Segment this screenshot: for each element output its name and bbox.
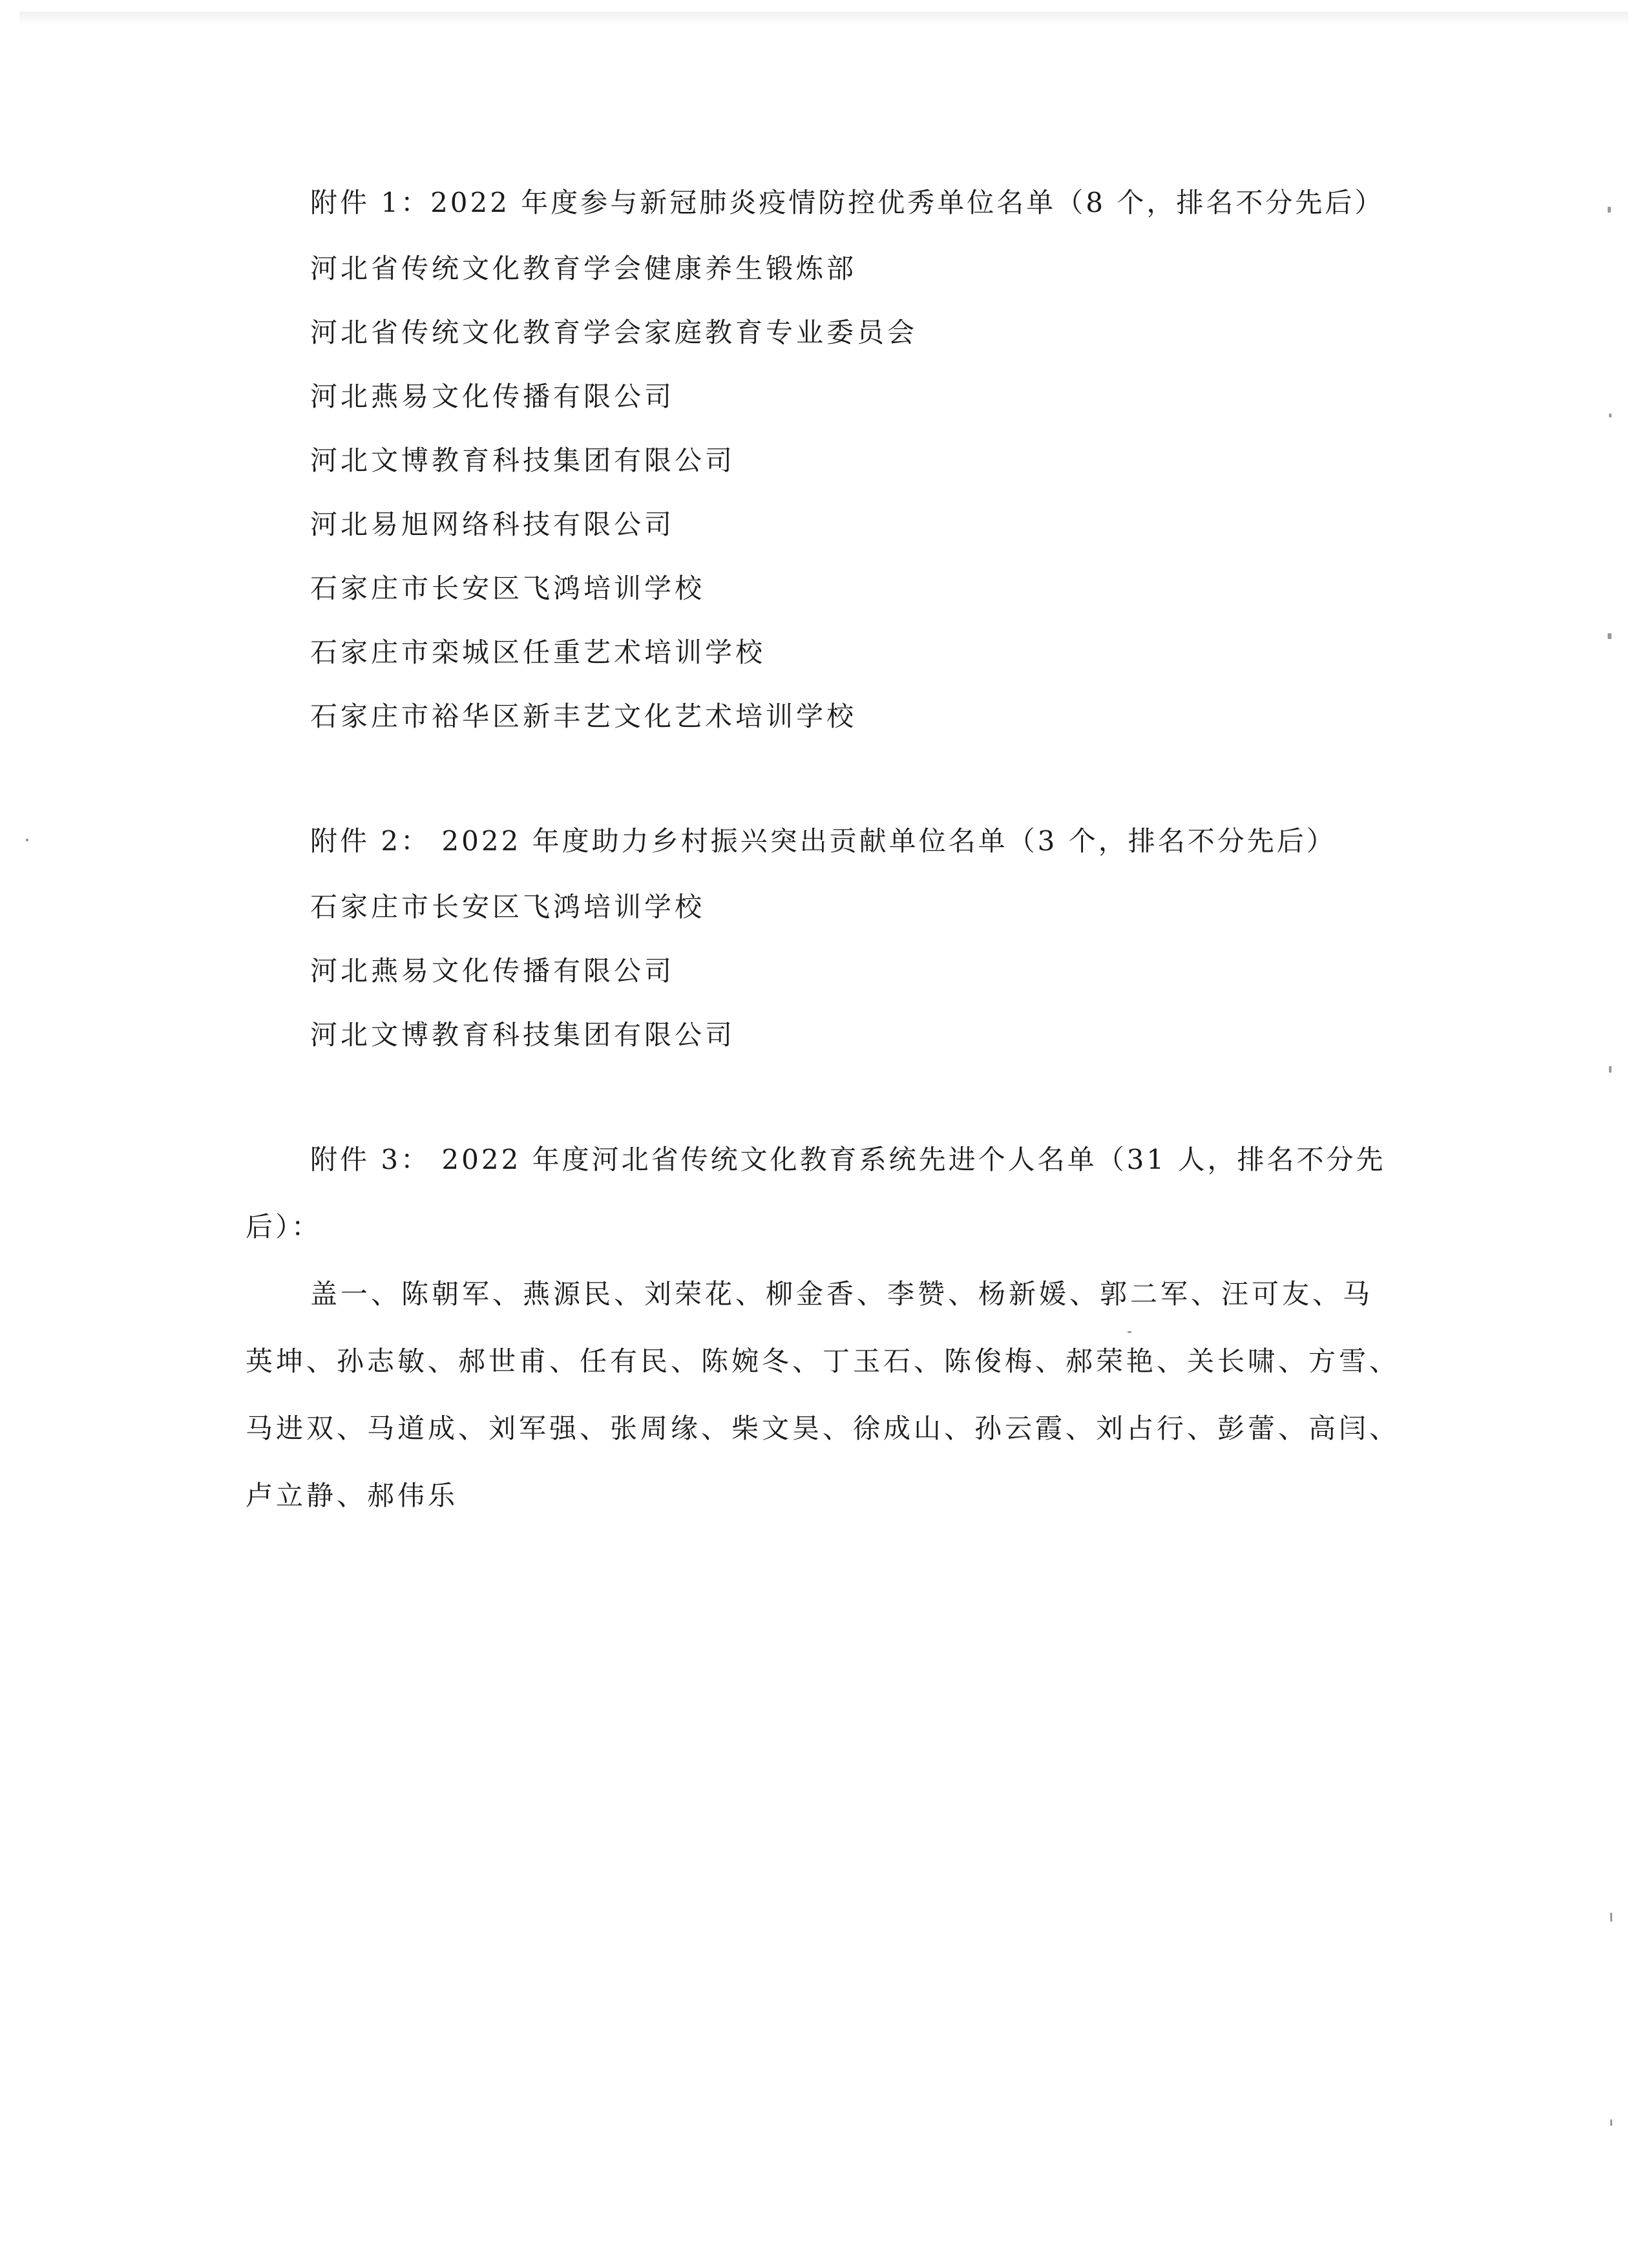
list-item: 河北文博教育科技集团有限公司 bbox=[310, 445, 736, 476]
list-item: 河北文博教育科技集团有限公司 bbox=[310, 1019, 736, 1051]
list-item: 河北燕易文化传播有限公司 bbox=[310, 381, 675, 412]
attachment-3-heading: 附件 3： 2022 年度河北省传统文化教育系统先进个人名单（31 人，排名不分先后）： bbox=[246, 1144, 1386, 1243]
list-item: 石家庄市长安区飞鸿培训学校 bbox=[310, 891, 706, 923]
section-spacer bbox=[246, 1067, 1402, 1126]
scan-speck bbox=[1608, 207, 1611, 213]
list-item: 石家庄市栾城区任重艺术培训学校 bbox=[310, 636, 766, 668]
attachment-2-list bbox=[246, 875, 1402, 1067]
scan-speck bbox=[1609, 1066, 1612, 1073]
attachment-3-section bbox=[246, 1126, 1402, 1529]
scan-speck bbox=[26, 839, 28, 841]
scan-speck bbox=[1610, 2119, 1612, 2126]
list-item: 河北易旭网络科技有限公司 bbox=[310, 509, 675, 540]
attachment-3-names: 盖一、陈朝军、燕源民、刘荣花、柳金香、李赞、杨新媛、郭二军、汪可友、马英坤、孙志敏、郝世甫、任有民、陈婉冬、丁玉石、陈俊梅、郝荣艳、关长啸、方雪、马进双、马道成、刘军强、张周缘、柴文昊、徐成山、孙云霞、刘占行、彭蕾、高闫、卢立静、郝伟乐 bbox=[246, 1278, 1400, 1511]
attachment-1-heading: 附件 1：2022 年度参与新冠肺炎疫情防控优秀单位名单（8 个，排名不分先后） bbox=[310, 187, 1385, 218]
scan-edge-shadow bbox=[19, 12, 1628, 26]
scan-speck bbox=[1128, 1331, 1131, 1333]
list-item: 河北燕易文化传播有限公司 bbox=[310, 955, 675, 987]
attachment-2-heading: 附件 2： 2022 年度助力乡村振兴突出贡献单位名单（3 个，排名不分先后） bbox=[310, 825, 1336, 857]
scan-speck bbox=[1608, 633, 1612, 639]
scan-speck bbox=[1609, 414, 1612, 417]
list-item: 石家庄市裕华区新丰艺文化艺术培训学校 bbox=[310, 700, 857, 732]
list-item: 河北省传统文化教育学会家庭教育专业委员会 bbox=[310, 317, 918, 348]
attachment-1-list bbox=[246, 236, 1402, 748]
list-item: 河北省传统文化教育学会健康养生锻炼部 bbox=[310, 253, 857, 284]
list-item: 石家庄市长安区飞鸿培训学校 bbox=[310, 572, 706, 604]
document-body bbox=[246, 169, 1402, 1529]
attachment-1-section bbox=[246, 169, 1402, 748]
attachment-2-section bbox=[246, 808, 1402, 1067]
section-spacer bbox=[246, 748, 1402, 808]
scan-speck bbox=[1610, 1913, 1612, 1922]
